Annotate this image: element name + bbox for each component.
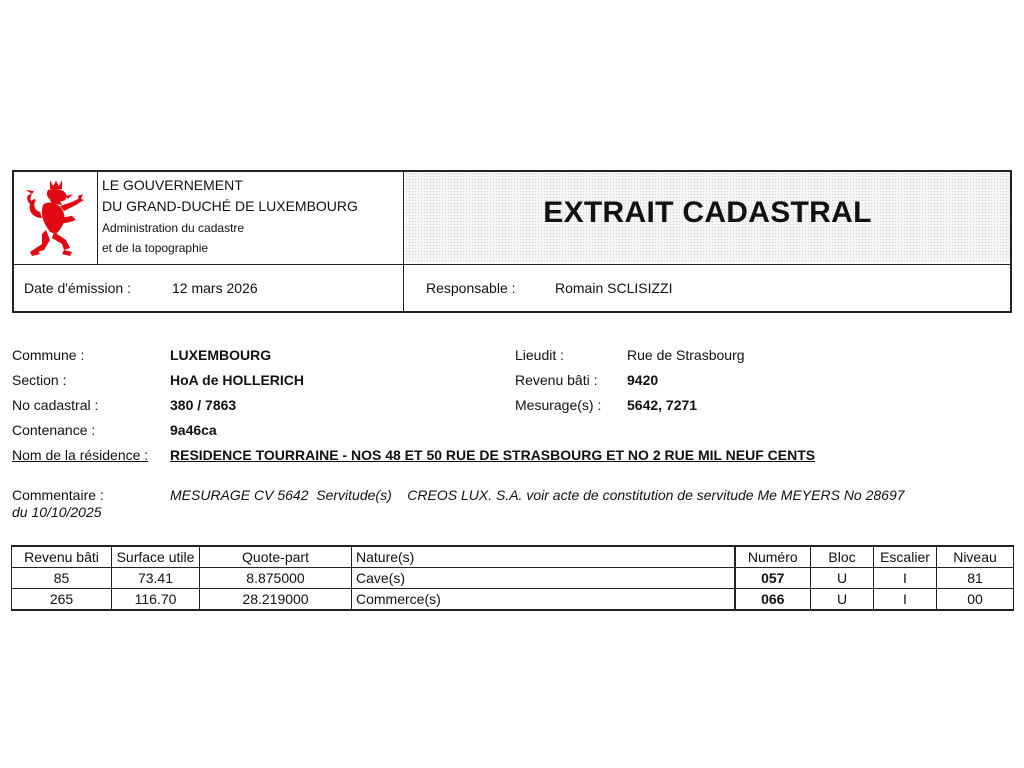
- cell-escalier: I: [874, 589, 937, 611]
- commentaire-line-1: MESURAGE CV 5642 Servitude(s) CREOS LUX. S.A. voir acte de constitution de servitude Me MEYERS No 28697: [170, 487, 905, 503]
- cell-revenu-bati: 265: [12, 589, 112, 611]
- col-header-natures: Nature(s): [352, 546, 735, 568]
- commentaire-label: Commentaire :: [12, 487, 104, 503]
- col-header-quote-part: Quote-part: [200, 546, 352, 568]
- cell-bloc: U: [811, 589, 874, 611]
- cell-quote-part: 28.219000: [200, 589, 352, 611]
- header-divider-horizontal: [12, 264, 1012, 265]
- logo-divider: [97, 170, 98, 264]
- cell-bloc: U: [811, 568, 874, 589]
- commune-label: Commune :: [12, 347, 85, 363]
- cell-quote-part: 8.875000: [200, 568, 352, 589]
- red-lion-logo-icon: [20, 178, 88, 258]
- cell-numero: 066: [735, 589, 811, 611]
- cell-natures: Cave(s): [352, 568, 735, 589]
- cell-surface-utile: 73.41: [112, 568, 200, 589]
- col-header-surface-utile: Surface utile: [112, 546, 200, 568]
- cell-numero: 057: [735, 568, 811, 589]
- admin-line-1: Administration du cadastre: [102, 221, 245, 235]
- cell-natures: Commerce(s): [352, 589, 735, 611]
- document-title: EXTRAIT CADASTRAL: [543, 196, 872, 229]
- responsable-value: Romain SCLISIZZI: [555, 280, 673, 296]
- gov-line-2: DU GRAND-DUCHÉ DE LUXEMBOURG: [102, 198, 358, 214]
- cell-niveau: 81: [937, 568, 1014, 589]
- commentaire-line-2: du 10/10/2025: [12, 504, 102, 520]
- lieudit-label: Lieudit :: [515, 347, 565, 363]
- emission-date-label: Date d'émission :: [24, 280, 131, 296]
- revenu-bati-label: Revenu bâti :: [515, 372, 598, 388]
- emission-date-value: 12 mars 2026: [172, 280, 258, 296]
- contenance-label: Contenance :: [12, 422, 96, 438]
- col-header-bloc: Bloc: [811, 546, 874, 568]
- header-divider-vertical: [403, 170, 404, 313]
- commune-value: LUXEMBOURG: [170, 347, 272, 363]
- table-row: [12, 568, 1014, 589]
- mesurage-value: 5642, 7271: [627, 397, 698, 413]
- responsable-label: Responsable :: [426, 280, 516, 296]
- section-value: HoA de HOLLERICH: [170, 372, 305, 388]
- revenu-bati-value: 9420: [627, 372, 659, 388]
- cell-surface-utile: 116.70: [112, 589, 200, 611]
- no-cadastral-label: No cadastral :: [12, 397, 99, 413]
- residence-value: RESIDENCE TOURRAINE - NOS 48 ET 50 RUE DE STRASBOURG ET NO 2 RUE MIL NEUF CENTS: [170, 447, 816, 463]
- lieudit-value: Rue de Strasbourg: [627, 347, 745, 363]
- cell-escalier: I: [874, 568, 937, 589]
- col-header-niveau: Niveau: [937, 546, 1014, 568]
- col-header-revenu-bati: Revenu bâti: [12, 546, 112, 568]
- section-label: Section :: [12, 372, 67, 388]
- col-header-escalier: Escalier: [874, 546, 937, 568]
- admin-line-2: et de la topographie: [102, 241, 209, 255]
- mesurage-label: Mesurage(s) :: [515, 397, 602, 413]
- gov-line-1: LE GOUVERNEMENT: [102, 177, 243, 193]
- cell-revenu-bati: 85: [12, 568, 112, 589]
- no-cadastral-value: 380 / 7863: [170, 397, 237, 413]
- units-table: [11, 545, 1014, 611]
- table-header-row: [12, 546, 1014, 568]
- table-row: [12, 589, 1014, 611]
- residence-label: Nom de la résidence :: [12, 447, 149, 463]
- contenance-value: 9a46ca: [170, 422, 217, 438]
- cell-niveau: 00: [937, 589, 1014, 611]
- col-header-numero: Numéro: [735, 546, 811, 568]
